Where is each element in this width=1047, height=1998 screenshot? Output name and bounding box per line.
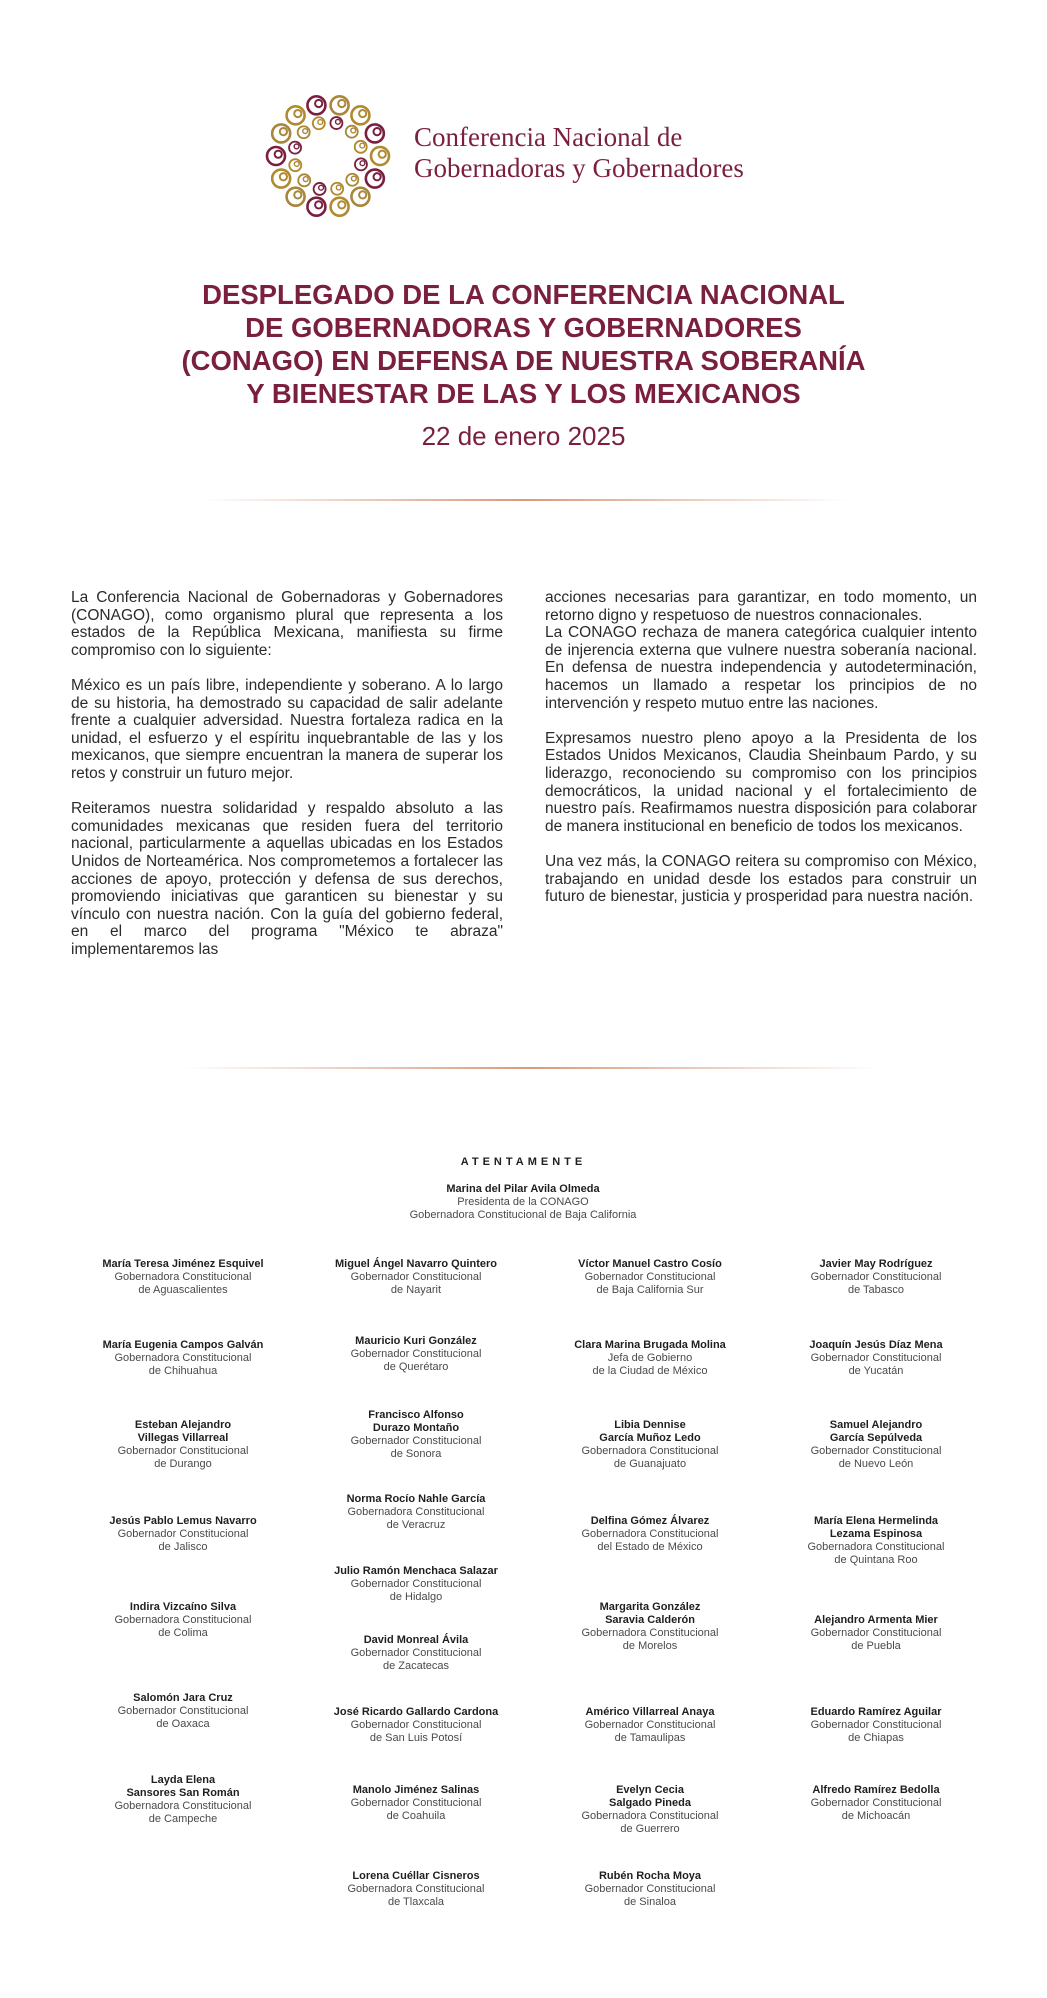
signature-block xyxy=(535,1419,765,1471)
logo-spiral xyxy=(331,198,349,216)
document-title xyxy=(60,278,987,410)
signer-role: Gobernador Constitucional xyxy=(117,1528,249,1540)
signature-block xyxy=(301,1784,531,1823)
signature-block xyxy=(301,1258,531,1297)
signer-role: de Veracruz xyxy=(386,1519,446,1531)
signer-name: Samuel Alejandro xyxy=(829,1419,923,1431)
signer-name: Javier May Rodríguez xyxy=(819,1258,933,1270)
signature-block xyxy=(761,1784,991,1823)
logo-spiral xyxy=(272,170,290,188)
logo-spiral xyxy=(289,159,301,171)
signer-role: Gobernador Constitucional xyxy=(810,1797,942,1809)
signer-role: Gobernador Constitucional xyxy=(350,1435,482,1447)
signer-role: de Guanajuato xyxy=(613,1458,687,1470)
signer-role: de Puebla xyxy=(851,1640,901,1652)
signer-role: de Tlaxcala xyxy=(387,1896,445,1908)
logo-spiral xyxy=(298,126,310,138)
logo-spiral xyxy=(314,183,326,195)
signer-name: García Muñoz Ledo xyxy=(599,1432,701,1444)
signer-role: de Chiapas xyxy=(848,1732,904,1744)
signer-role: Gobernador Constitucional xyxy=(584,1719,716,1731)
signer-name: Lorena Cuéllar Cisneros xyxy=(352,1870,480,1882)
signer-name: Indira Vizcaíno Silva xyxy=(129,1601,237,1613)
signer-role: Gobernador Constitucional xyxy=(810,1445,942,1457)
signer-role: de Nayarit xyxy=(390,1284,442,1296)
signer-role: Gobernador Constitucional xyxy=(810,1352,942,1364)
body-paragraph: acciones necesarias para garantizar, en todo momento, un retorno digno y respetuoso de nuestros connacionales. xyxy=(545,589,977,624)
signer-name: Mauricio Kuri González xyxy=(355,1335,477,1347)
logo-spiral xyxy=(346,126,358,138)
signature-block xyxy=(761,1339,991,1378)
signature-block xyxy=(301,1493,531,1532)
signature-block xyxy=(535,1339,765,1378)
signer-name: Miguel Ángel Navarro Quintero xyxy=(335,1258,497,1270)
signer-role: de Querétaro xyxy=(383,1361,449,1373)
signature-block xyxy=(761,1614,991,1653)
signer-name: Joaquín Jesús Díaz Mena xyxy=(809,1339,943,1351)
logo-spiral xyxy=(355,141,367,153)
signer-role: de Oaxaca xyxy=(156,1718,210,1730)
signer-role: de Nuevo León xyxy=(838,1458,914,1470)
signer-name: Manolo Jiménez Salinas xyxy=(352,1784,480,1796)
signer-role: de Tabasco xyxy=(847,1284,905,1296)
signer-role: Gobernador Constitucional xyxy=(810,1627,942,1639)
logo-spiral xyxy=(307,198,325,216)
signer-role: de Yucatán xyxy=(848,1365,904,1377)
body-left-column xyxy=(71,589,503,976)
signer-role: Gobernadora Constitucional xyxy=(581,1810,719,1822)
signer-role: de Quintana Roo xyxy=(834,1554,918,1566)
signer-role: de Campeche xyxy=(148,1813,218,1825)
signature-block xyxy=(761,1258,991,1297)
signer-role: Gobernador Constitucional xyxy=(350,1271,482,1283)
title-line1: DESPLEGADO DE LA CONFERENCIA NACIONAL xyxy=(202,279,845,310)
signer-role: Gobernadora Constitucional xyxy=(581,1445,719,1457)
signer-role: Gobernadora Constitucional xyxy=(347,1883,485,1895)
signer-role: Gobernadora Constitucional de Baja California xyxy=(409,1209,637,1221)
signer-role: de Michoacán xyxy=(841,1810,911,1822)
bottom-divider xyxy=(180,1067,880,1069)
logo-spiral xyxy=(287,106,305,124)
signer-role: de Jalisco xyxy=(158,1541,208,1553)
title-line3: (CONAGO) EN DEFENSA DE NUESTRA SOBERANÍA xyxy=(181,345,866,376)
signature-block xyxy=(535,1784,765,1836)
logo-spiral xyxy=(331,183,343,195)
title-line4: Y BIENESTAR DE LAS Y LOS MEXICANOS xyxy=(246,378,801,409)
signatures-heading: ATENTAMENTE xyxy=(460,1156,587,1168)
signer-role: Gobernadora Constitucional xyxy=(114,1800,252,1812)
signer-name: Lezama Espinosa xyxy=(829,1528,923,1540)
signer-role: de San Luis Potosí xyxy=(369,1732,463,1744)
signer-role: Gobernadora Constitucional xyxy=(581,1627,719,1639)
signer-name: Víctor Manuel Castro Cosío xyxy=(578,1258,722,1270)
logo-spiral xyxy=(351,106,369,124)
signer-name: Jesús Pablo Lemus Navarro xyxy=(109,1515,257,1527)
signer-name: María Teresa Jiménez Esquivel xyxy=(102,1258,264,1270)
logo-spiral xyxy=(366,124,384,142)
signer-role: de la Ciudad de México xyxy=(592,1365,708,1377)
signer-name: Julio Ramón Menchaca Salazar xyxy=(334,1565,498,1577)
signature-block xyxy=(301,1634,531,1673)
signer-role: Gobernadora Constitucional xyxy=(347,1506,485,1518)
signature-block xyxy=(68,1515,298,1554)
signature-block xyxy=(761,1419,991,1471)
signer-name: Delfina Gómez Álvarez xyxy=(590,1515,710,1527)
president-signature xyxy=(408,1183,638,1222)
signature-block xyxy=(301,1706,531,1745)
signer-name: Sansores San Román xyxy=(126,1787,240,1799)
signer-name: Esteban Alejandro xyxy=(134,1419,232,1431)
signer-role: de Baja California Sur xyxy=(596,1284,704,1296)
conago-logo-icon xyxy=(262,90,394,222)
signer-role: de Colima xyxy=(158,1627,208,1639)
signer-name: Eduardo Ramírez Aguilar xyxy=(810,1706,942,1718)
signer-name: Evelyn Cecia xyxy=(616,1784,684,1796)
logo-spiral xyxy=(355,158,367,170)
signature-block xyxy=(301,1565,531,1604)
signer-role: de Guerrero xyxy=(620,1823,680,1835)
signer-role: de Tamaulipas xyxy=(614,1732,686,1744)
signer-name: Salgado Pineda xyxy=(609,1797,691,1809)
org-name-line1: Conferencia Nacional de xyxy=(414,122,683,152)
signer-name: Clara Marina Brugada Molina xyxy=(574,1339,726,1351)
signer-name: Norma Rocío Nahle García xyxy=(346,1493,486,1505)
body-paragraph: Una vez más, la CONAGO reitera su compromiso con México, trabajando en unidad desde los estados para construir un futuro de bienestar, justicia y prosperidad para nuestra nación. xyxy=(545,852,977,906)
signer-role: de Hidalgo xyxy=(389,1591,443,1603)
signer-role: Gobernadora Constitucional xyxy=(114,1352,252,1364)
signature-block xyxy=(68,1419,298,1471)
body-paragraph: Expresamos nuestro pleno apoyo a la Presidenta de los Estados Unidos Mexicanos, Claudia Sheinbaum Pardo, y su liderazgo, reconociendo su compromiso con los principios democráticos, la unidad nacional y el fortalecimiento de nuestro país. Reafirmamos nuestra disposición para colaborar de manera institucional en beneficio de todos los mexicanos. xyxy=(545,729,977,835)
signer-role: Gobernador Constitucional xyxy=(584,1883,716,1895)
signer-name: Margarita González xyxy=(599,1601,701,1613)
logo-spiral xyxy=(330,117,342,129)
signer-role: Gobernador Constitucional xyxy=(117,1705,249,1717)
logo-spiral xyxy=(289,142,301,154)
org-name-line2: Gobernadoras y Gobernadores xyxy=(414,153,744,183)
signature-block xyxy=(301,1409,531,1461)
signer-name: Alejandro Armenta Mier xyxy=(814,1614,938,1626)
signer-role: de Zacatecas xyxy=(382,1660,450,1672)
signer-role: de Sonora xyxy=(390,1448,442,1460)
top-divider xyxy=(200,499,850,501)
logo-spiral xyxy=(287,188,305,206)
signature-block xyxy=(68,1774,298,1826)
signature-block xyxy=(535,1258,765,1297)
signature-block xyxy=(68,1339,298,1378)
signer-role: Presidenta de la CONAGO xyxy=(457,1196,589,1208)
signer-role: del Estado de México xyxy=(597,1541,703,1553)
signature-block xyxy=(535,1706,765,1745)
signature-block xyxy=(535,1870,765,1909)
signer-role: de Morelos xyxy=(622,1640,678,1652)
body-paragraph: México es un país libre, independiente y soberano. A lo largo de su historia, ha demostrado su capacidad de salir adelante frente a cualquier adversidad. Nuestra fortaleza radica en la unidad, el esfuerzo y el espíritu inquebrantable de las y los mexicanos, que siempre encuentran la manera de superar los retos y construir un futuro mejor. xyxy=(71,676,503,782)
logo-spiral xyxy=(272,124,290,142)
signer-role: Gobernador Constitucional xyxy=(350,1647,482,1659)
signer-name: Francisco Alfonso xyxy=(368,1409,464,1421)
logo-spiral xyxy=(366,170,384,188)
signer-role: de Coahuila xyxy=(386,1810,446,1822)
signature-block xyxy=(301,1870,531,1909)
logo-spiral xyxy=(307,96,325,114)
body-paragraph: La Conferencia Nacional de Gobernadoras y Gobernadores (CONAGO), como organismo plural que representa a los estados de la República Mexicana, manifiesta su firme compromiso con lo siguiente: xyxy=(71,589,503,659)
signer-role: Gobernadora Constitucional xyxy=(114,1614,252,1626)
organization-name xyxy=(414,122,744,184)
signer-name: Saravia Calderón xyxy=(605,1614,695,1626)
signature-block xyxy=(301,1335,531,1374)
document-date: 22 de enero 2025 xyxy=(421,421,626,451)
body-paragraph: Reiteramos nuestra solidaridad y respaldo absoluto a las comunidades mexicanas que residen fuera del territorio nacional, particularmente a aquellas ubicadas en los Estados Unidos de Norteamérica. Nos comprometemos a fortalecer las acciones de apoyo, protección y defensa de sus derechos, promoviendo iniciativas que garanticen su bienestar y su vínculo con nuestra nación. Con la guía del gobierno federal, en el marco del programa "México te abraza" implementaremos las xyxy=(71,800,503,958)
signer-name: Durazo Montaño xyxy=(372,1422,460,1434)
signer-role: Gobernadora Constitucional xyxy=(581,1528,719,1540)
signer-role: Gobernadora Constitucional xyxy=(114,1271,252,1283)
signer-name: Marina del Pilar Avila Olmeda xyxy=(446,1183,600,1195)
signer-name: Villegas Villarreal xyxy=(137,1432,229,1444)
signature-block xyxy=(68,1692,298,1731)
logo-spiral xyxy=(351,188,369,206)
logo-spiral xyxy=(331,96,349,114)
signer-name: Salomón Jara Cruz xyxy=(133,1692,233,1704)
signature-block xyxy=(68,1601,298,1640)
signer-name: Américo Villarreal Anaya xyxy=(585,1706,715,1718)
title-line2: DE GOBERNADORAS Y GOBERNADORES xyxy=(245,312,802,343)
signer-role: de Sinaloa xyxy=(624,1896,676,1908)
logo-spiral xyxy=(346,174,358,186)
signer-role: Gobernador Constitucional xyxy=(350,1348,482,1360)
signer-name: Layda Elena xyxy=(150,1774,216,1786)
body-paragraph: La CONAGO rechaza de manera categórica cualquier intento de injerencia externa que vulnere nuestra soberanía nacional. En defensa de nuestra independencia y autodeterminación, hacemos un llamado a respetar los principios de no intervención y respeto mutuo entre las naciones. xyxy=(545,624,977,712)
signer-role: de Aguascalientes xyxy=(138,1284,228,1296)
signer-name: Rubén Rocha Moya xyxy=(598,1870,702,1882)
signer-name: Libia Dennise xyxy=(614,1419,686,1431)
signature-block xyxy=(68,1258,298,1297)
logo-spiral xyxy=(313,117,325,129)
logo-spiral xyxy=(298,174,310,186)
signer-role: de Durango xyxy=(154,1458,212,1470)
signer-role: Gobernador Constitucional xyxy=(810,1271,942,1283)
signature-block xyxy=(761,1515,991,1567)
signer-name: José Ricardo Gallardo Cardona xyxy=(333,1706,499,1718)
signer-role: Jefa de Gobierno xyxy=(607,1352,693,1364)
signer-name: María Elena Hermelinda xyxy=(813,1515,939,1527)
signature-block xyxy=(761,1706,991,1745)
signature-block xyxy=(535,1515,765,1554)
signer-name: David Monreal Ávila xyxy=(363,1634,469,1646)
signer-role: de Chihuahua xyxy=(148,1365,218,1377)
signature-block xyxy=(535,1601,765,1653)
body-right-column xyxy=(545,589,977,923)
logo-spiral xyxy=(267,147,285,165)
signer-role: Gobernador Constitucional xyxy=(350,1578,482,1590)
signer-role: Gobernador Constitucional xyxy=(584,1271,716,1283)
signer-role: Gobernador Constitucional xyxy=(810,1719,942,1731)
signer-name: Alfredo Ramírez Bedolla xyxy=(812,1784,940,1796)
signer-role: Gobernador Constitucional xyxy=(117,1445,249,1457)
signer-role: Gobernador Constitucional xyxy=(350,1719,482,1731)
signer-name: García Sepúlveda xyxy=(829,1432,923,1444)
signer-role: Gobernador Constitucional xyxy=(350,1797,482,1809)
logo-spiral xyxy=(371,147,389,165)
signer-name: María Eugenia Campos Galván xyxy=(102,1339,264,1351)
signer-role: Gobernadora Constitucional xyxy=(807,1541,945,1553)
